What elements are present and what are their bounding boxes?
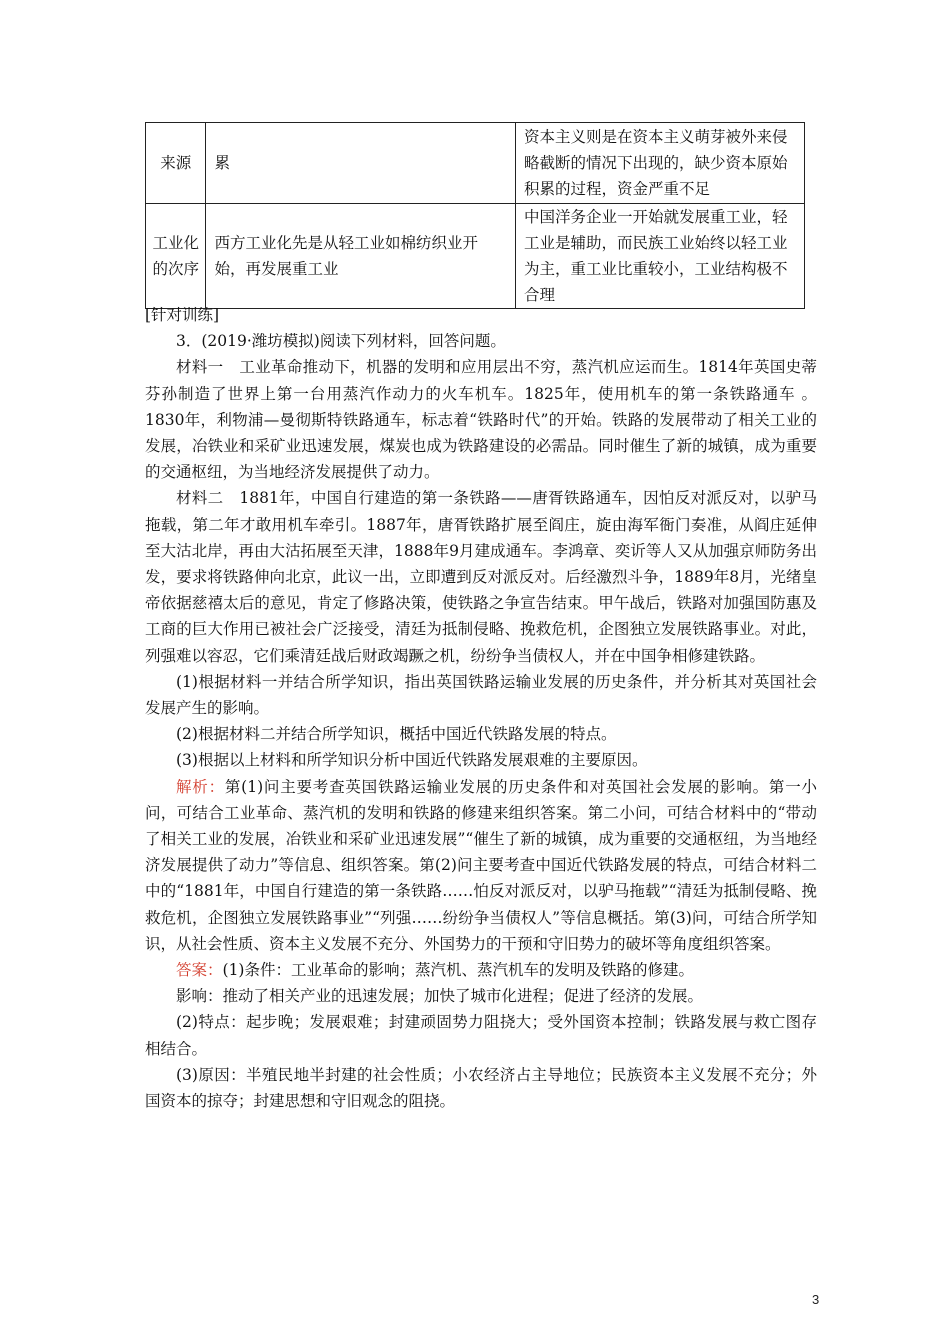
china-cell	[515, 123, 804, 204]
sub-question-1: (1)根据材料一并结合所学知识，指出英国铁路运输业发展的历史条件，并分析其对英国社会发展产生的影响。	[145, 672, 817, 718]
china-text: 中国洋务企业一开始就发展重工业，轻工业是辅助，而民族工业始终以轻工业为主，重工业比重较小，工业结构极不合理	[523, 208, 788, 304]
row-label-cell	[146, 123, 206, 204]
answer-label: 答案：	[176, 961, 223, 980]
material-two	[145, 485, 817, 668]
row-label: 工业化的次序	[152, 234, 199, 278]
answer-1-text: (1)条件：工业革命的影响；蒸汽机、蒸汽机车的发明及铁路的修建。	[222, 961, 694, 980]
west-cell	[206, 204, 516, 309]
china-cell	[515, 204, 804, 309]
material-two-text: 1881年，中国自行建造的第一条铁路——唐胥铁路通车，因怕反对派反对，以驴马拖载，第二年才敢用机车牵引。1887年，唐胥铁路扩展至阎庄，旋由海军衙门奏准，从阎庄延伸至大沽北岸，再由大沽拓展至天津，1888年9月建成通车。李鸿章、奕䜣等人又从加强京师防务出发，要求将铁路伸向北京，此议一出，立即遭到反对派反对。后经激烈斗争，1889年8月，光绪皇帝依据慈禧太后的意见，肯定了修路决策，使铁路之争宣告结束。甲午战后，铁路对加强国防惠及工商的巨大作用已被社会广泛接受，清廷为抵制侵略、挽救危机，企图独立发展铁路事业。对此，列强难以容忍，它们乘清廷战后财政竭蹶之机，纷纷争当债权人，并在中国争相修建铁路。	[145, 489, 817, 665]
sub-question-3: (3)根据以上材料和所学知识分析中国近代铁路发展艰难的主要原因。	[176, 751, 648, 770]
material-one-label: 材料一	[176, 358, 224, 377]
answer-1b: 影响：推动了相关产业的迅速发展；加快了城市化进程；促进了经济的发展。	[176, 987, 704, 1006]
sub-question-2: (2)根据材料二并结合所学知识，概括中国近代铁路发展的特点。	[176, 725, 617, 744]
answer-3: (3)原因：半殖民地半封建的社会性质；小农经济占主导地位；民族资本主义发展不充分；外国资本的掠夺；封建思想和守旧观念的阻挠。	[145, 1065, 817, 1111]
west-text: 累	[214, 154, 230, 172]
material-one	[145, 354, 817, 485]
analysis-label: 解析：	[176, 777, 225, 796]
answer-2: (2)特点：起步晚；发展艰难；封建顽固势力阻挠大；受外国资本控制；铁路发展与救亡图存相结合。	[145, 1013, 817, 1058]
row-label-cell	[146, 204, 206, 309]
answer-1	[145, 957, 817, 983]
table-row	[146, 204, 805, 309]
page-number: 3	[812, 1292, 820, 1307]
analysis-text: 第(1)问主要考查英国铁路运输业发展的历史条件和对英国社会发展的影响。第一小问，可结合工业革命、蒸汽机的发明和铁路的修建来组织答案。第二小问，可结合材料中的“带动了相关工业的发展，冶铁业和采矿业迅速发展”“催生了新的城镇，成为重要的交通枢纽，为当地经济发展提供了动力”等信息、组织答案。第(2)问主要考查中国近代铁路发展的特点，可结合材料二中的“1881年，中国自行建造的第一条铁路……怕反对派反对，以驴马拖载”“清廷为抵制侵略、挽救危机，企图独立发展铁路事业”“列强……纷纷争当债权人”等信息概括。第(3)问，可结合所学知识，从社会性质、资本主义发展不充分、外国势力的干预和守旧势力的破坏等角度组织答案。	[145, 777, 817, 953]
row-label: 来源	[160, 154, 192, 172]
section-label: [针对训练]	[145, 306, 220, 324]
material-two-label: 材料二	[176, 489, 224, 508]
material-one-text: 工业革命推动下，机器的发明和应用层出不穷，蒸汽机应运而生。1814年英国史蒂芬孙制造了世界上第一台用蒸汽作动力的火车机车。1825年，使用机车的第一条铁路通车 。1830年，利物浦—曼彻斯特铁路通车，标志着“铁路时代”的开始。铁路的发展带动了相关工业的发展，冶铁业和采矿业迅速发展，煤炭也成为铁路建设的必需品。同时催生了新的城镇，成为重要的交通枢纽，为当地经济发展提供了动力。	[145, 358, 817, 482]
table-row	[146, 123, 805, 204]
body-text	[145, 302, 817, 1114]
comparison-table	[145, 122, 805, 309]
analysis	[145, 774, 817, 957]
west-cell	[206, 123, 516, 204]
question-heading: 3．(2019·潍坊模拟)阅读下列材料，回答问题。	[176, 332, 506, 351]
china-text: 资本主义则是在资本主义萌芽被外来侵略截断的情况下出现的，缺少资本原始积累的过程，资金严重不足	[523, 128, 788, 198]
west-text: 西方工业化先是从轻工业如棉纺织业开始，再发展重工业	[214, 234, 478, 278]
